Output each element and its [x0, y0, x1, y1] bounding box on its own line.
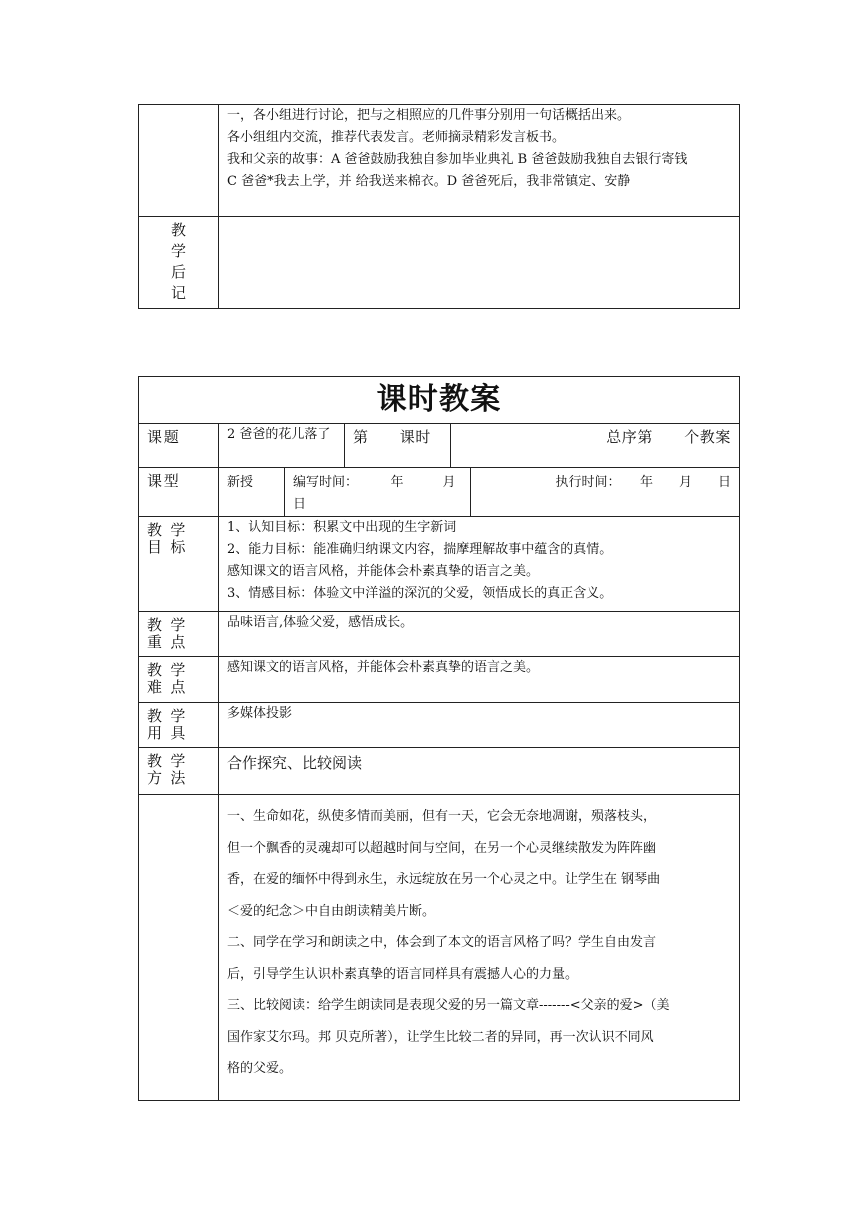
- type-value: 新授: [219, 468, 285, 517]
- lesson-number-label: 第 课时: [345, 424, 451, 468]
- topic-value: 2 爸爸的花儿落了: [219, 424, 345, 468]
- key-points-label: 教 学 重 点: [139, 612, 219, 657]
- process-label-cell: [139, 795, 219, 1101]
- method-value: 合作探究、比较阅读: [219, 748, 740, 795]
- lesson-plan-table: [138, 376, 740, 1101]
- discussion-line: 各小组组内交流，推荐代表发言。老师摘录精彩发言板书。: [227, 130, 566, 145]
- continuation-table: [138, 104, 740, 309]
- method-label: 教 学 方 法: [139, 748, 219, 795]
- written-time: 编写时间： 年 月 日: [285, 468, 471, 517]
- process-line: ＜爱的纪念＞中自由朗读精美片断。: [227, 903, 436, 919]
- tools-value: 多媒体投影: [219, 703, 740, 748]
- type-label: 课型: [139, 468, 219, 517]
- teaching-process: [219, 795, 740, 1101]
- sequence-label: 总序第 个教案: [451, 424, 740, 468]
- process-line: 香，在爱的缅怀中得到永生，永远绽放在另一个心灵之中。让学生在 钢琴曲: [227, 872, 661, 887]
- goals-content: [219, 517, 740, 612]
- goal-line: 1、认知目标：积累文中出现的生字新词: [227, 520, 457, 535]
- process-line: 格的父爱。: [227, 1061, 293, 1076]
- discussion-line: C 爸爸*我去上学，并 给我送来棉衣。D 爸爸死后，我非常镇定、安静: [227, 174, 631, 189]
- tools-label: 教 学 用 具: [139, 703, 219, 748]
- goals-label: 教 学 目 标: [139, 517, 219, 612]
- afterword-label: 教 学 后 记: [139, 217, 219, 309]
- discussion-line: 我和父亲的故事：A 爸爸鼓励我独自参加毕业典礼 B 爸爸鼓励我独自去银行寄钱: [227, 152, 688, 167]
- process-line: 后，引导学生认识朴素真挚的语言同样具有震撼人心的力量。: [227, 966, 579, 982]
- goal-line: 2、能力目标：能准确归纳课文内容，揣摩理解故事中蕴含的真情。: [227, 542, 613, 557]
- goal-line: 3、情感目标：体验文中洋溢的深沉的父爱，领悟成长的真正含义。: [227, 586, 613, 601]
- page-title: 课时教案: [139, 377, 740, 424]
- key-points-value: 品味语言,体验父爱，感悟成长。: [219, 612, 740, 657]
- goal-line: 感知课文的语言风格，并能体会朴素真挚的语言之美。: [227, 564, 540, 579]
- difficulty-value: 感知课文的语言风格，并能体会朴素真挚的语言之美。: [219, 657, 740, 703]
- afterword-content: [219, 217, 740, 309]
- discussion-cell: [219, 105, 740, 217]
- execution-time: 执行时间： 年 月 日: [471, 468, 740, 517]
- process-line: 但一个飘香的灵魂却可以超越时间与空间，在另一个心灵继续散发为阵阵幽: [227, 840, 657, 856]
- process-line: 三、比较阅读：给学生朗读同是表现父爱的另一篇文章-------<父亲的爱>（美: [227, 998, 670, 1013]
- discussion-line: 一，各小组进行讨论，把与之相照应的几件事分别用一句话概括出来。: [227, 108, 631, 123]
- process-line: 二、同学在学习和朗读之中，体会到了本文的语言风格了吗？学生自由发言: [227, 935, 657, 950]
- process-line: 一、生命如花，纵使多情而美丽，但有一天，它会无奈地凋谢，殒落枝头，: [227, 809, 657, 824]
- empty-label-cell: [139, 105, 219, 217]
- difficulty-label: 教 学 难 点: [139, 657, 219, 703]
- process-line: 国作家艾尔玛。邦 贝克所著），让学生比较二者的异同，再一次认识不同风: [227, 1029, 654, 1045]
- topic-label: 课题: [139, 424, 219, 468]
